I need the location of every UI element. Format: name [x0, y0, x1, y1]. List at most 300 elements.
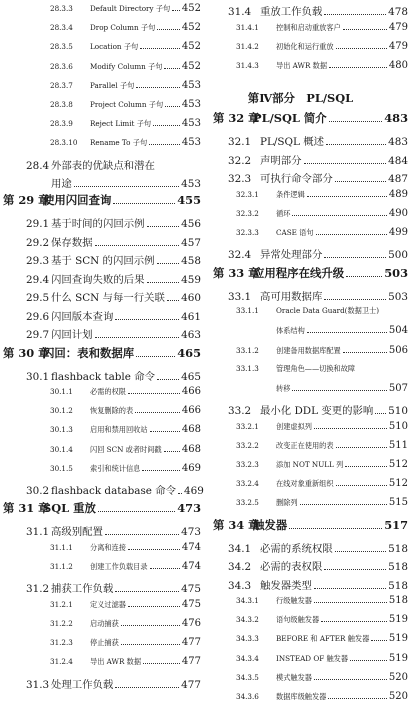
toc-entry	[3, 3, 201, 22]
toc-entry	[213, 3, 408, 22]
toc-entry-page: 452	[181, 60, 201, 72]
dot-leader	[336, 48, 387, 49]
toc-entry	[3, 542, 201, 561]
toc-entry	[3, 424, 201, 443]
dot-leader	[143, 663, 180, 664]
toc-entry-title: 导出 AWR 数据	[276, 60, 328, 70]
dot-leader	[115, 319, 179, 320]
chapter-entry	[213, 517, 408, 540]
toc-entry-title: Parallel 子句	[90, 80, 135, 90]
toc-entry	[213, 133, 408, 152]
dot-leader	[289, 528, 382, 529]
toc-entry-page: 465	[181, 370, 201, 383]
toc-entry-number: 第 34 章	[213, 517, 260, 532]
toc-entry-page: 457	[181, 236, 201, 249]
part-heading	[213, 85, 408, 110]
toc-entry-page: 519	[388, 614, 408, 626]
toc-entry-title: 基于 SCN 的闪回示例	[51, 255, 155, 267]
chapter-entry	[3, 192, 201, 215]
toc-entry-number: 28.3.10	[50, 138, 78, 148]
toc-entry-number: 29.3	[26, 255, 50, 267]
toc-entry	[3, 618, 201, 637]
toc-entry-title: 处理工作负载	[51, 678, 114, 691]
toc-entry	[3, 137, 201, 156]
toc-entry-number: 33.2.4	[236, 479, 259, 489]
toc-entry-number: 32.4	[228, 249, 252, 262]
toc-entry-title: Project Column 子句	[90, 99, 164, 109]
toc-entry-page: 478	[388, 6, 408, 18]
dot-leader	[307, 196, 387, 197]
toc-entry-number: 34.3.2	[236, 615, 259, 625]
toc-entry-title: 保存数据	[51, 236, 93, 249]
toc-entry-title: 启动捕获	[90, 619, 119, 628]
toc-entry	[3, 599, 201, 618]
toc-entry-number: 33.2.2	[236, 440, 259, 450]
toc-entry-title: 闪回：表和数据库	[43, 345, 135, 360]
toc-entry-page: 458	[181, 255, 201, 267]
toc-entry-title: 创建备用数据库配置	[276, 345, 341, 355]
toc-entry-number: 第 30 章	[3, 345, 50, 360]
toc-entry-page: 518	[388, 542, 408, 555]
dot-leader	[350, 660, 387, 661]
toc-entry-number: 34.3.6	[236, 691, 259, 701]
toc-entry-title: 管理角色——切换和故障	[276, 363, 356, 373]
toc-entry-title: 转移	[276, 383, 291, 393]
toc-entry-page: 477	[181, 656, 201, 668]
toc-entry-page: 452	[181, 3, 201, 14]
toc-entry	[3, 308, 201, 327]
toc-entry-number: 32.2	[228, 154, 252, 167]
dot-leader	[307, 332, 387, 333]
toc-entry-number: 28.3.4	[50, 23, 73, 33]
toc-entry-page: 473	[181, 526, 201, 539]
dot-leader	[172, 10, 180, 11]
toc-entry-page: 474	[181, 561, 201, 573]
toc-entry	[213, 577, 408, 596]
toc-entry	[213, 246, 408, 265]
dot-leader	[292, 390, 387, 391]
toc-entry	[3, 523, 201, 542]
dot-leader	[113, 203, 175, 204]
toc-entry	[3, 561, 201, 580]
toc-entry-number: 31.3	[26, 678, 50, 691]
toc-entry-title: 可执行命令部分	[260, 173, 333, 186]
toc-entry-title: 模式触发器	[276, 672, 312, 682]
toc-entry	[3, 656, 201, 675]
toc-entry-title: 基于时间的闪回示例	[51, 218, 145, 230]
toc-entry-number: 30.2	[26, 484, 50, 497]
toc-entry-page: 469	[184, 484, 204, 497]
toc-entry-page: 489	[388, 188, 408, 200]
toc-entry-number: 第 31 章	[3, 501, 50, 516]
toc-entry-title: 外部表的优缺点和潜在	[51, 159, 155, 172]
toc-entry	[213, 152, 408, 171]
toc-entry-page: 468	[181, 443, 201, 455]
toc-entry-title: 声明部分	[260, 154, 302, 167]
toc-entry-title: 分离和连接	[90, 542, 126, 552]
toc-entry-title: 最小化 DDL 变更的影响	[260, 405, 374, 418]
toc-entry-page: 500	[388, 249, 408, 262]
toc-entry	[213, 227, 408, 246]
toc-entry-title: CASE 语句	[276, 227, 314, 237]
toc-entry-title: Rename To 子句	[90, 138, 148, 148]
toc-entry-page: 517	[384, 517, 408, 532]
toc-entry	[213, 170, 408, 189]
toc-entry	[3, 405, 201, 424]
dot-leader	[304, 163, 387, 164]
toc-entry-page: 510	[388, 420, 408, 432]
toc-entry-page: 455	[177, 193, 201, 207]
dot-leader	[74, 186, 179, 187]
toc-entry-page: 510	[388, 405, 408, 418]
toc-entry-number: 29.5	[26, 292, 50, 304]
toc-entry-number: 28.3.6	[50, 61, 73, 71]
toc-entry-number: 34.1	[228, 542, 252, 555]
dot-leader	[150, 431, 180, 432]
dot-leader	[314, 428, 387, 429]
toc-entry-page: 474	[181, 541, 201, 553]
toc-entry-number: 第 29 章	[3, 193, 50, 207]
toc-entry-page: 506	[388, 344, 408, 356]
dot-leader	[343, 29, 387, 30]
toc-entry	[213, 653, 408, 672]
toc-entry-number: 28.3.5	[50, 42, 73, 52]
dot-leader	[147, 226, 180, 227]
dot-leader	[326, 144, 386, 145]
toc-entry	[213, 497, 408, 516]
dot-leader	[335, 551, 386, 552]
dot-leader	[336, 447, 387, 448]
toc-entry	[3, 289, 201, 308]
toc-entry-number: 33.1	[228, 290, 252, 303]
toc-entry	[213, 558, 408, 577]
toc-entry-number: 30.1.3	[50, 425, 73, 435]
toc-entry-title: Drop Column 子句	[90, 23, 156, 33]
dot-leader	[121, 625, 180, 626]
toc-entry	[213, 421, 408, 440]
toc-entry	[3, 386, 201, 405]
dot-leader	[345, 466, 387, 467]
toc-entry	[213, 345, 408, 364]
toc-entry-number: 29.1	[26, 218, 50, 230]
chapter-entry	[213, 110, 408, 133]
toc-entry-number: 31.4.2	[236, 41, 259, 51]
dot-leader	[147, 282, 180, 283]
toc-entry	[3, 61, 201, 80]
toc-entry-number: 32.1	[228, 136, 252, 149]
toc-entry-page: 452	[181, 22, 201, 34]
toc-entry	[3, 482, 204, 501]
toc-entry-number: 31.2.4	[50, 657, 73, 667]
toc-entry-title: 高级别配置	[51, 526, 103, 539]
toc-entry-title: 恢复删除的表	[90, 406, 134, 416]
toc-entry	[3, 118, 201, 137]
dot-leader	[157, 263, 180, 264]
dot-leader	[136, 87, 180, 88]
toc-entry-page: 468	[181, 424, 201, 436]
toc-entry-number: 31.4.1	[236, 22, 259, 32]
toc-entry-page: 453	[181, 137, 201, 149]
toc-entry-number: 34.3.5	[236, 672, 259, 682]
toc-entry-page: 479	[388, 21, 408, 33]
toc-entry-title: 高可用数据库	[260, 290, 323, 303]
toc-entry-title: 应用程序在线升级	[253, 265, 345, 280]
dot-leader	[150, 568, 180, 569]
toc-entry-page: 473	[177, 501, 201, 516]
toc-entry-page: 483	[388, 136, 408, 149]
toc-entry-title: 导出 AWR 数据	[90, 657, 142, 667]
toc-entry-title: 改变正在使用的表	[276, 440, 334, 450]
toc-entry	[3, 637, 201, 656]
toc-entry-page: 463	[181, 329, 201, 341]
toc-entry-title: 什么 SCN 与每一行关联	[51, 292, 165, 304]
toc-entry-number: 31.4	[228, 6, 252, 18]
dot-leader	[178, 493, 182, 494]
toc-entry-title: 删除列	[276, 498, 298, 508]
toc-entry-title: 用途	[51, 178, 72, 190]
toc-entry-number: 28.4	[26, 159, 50, 172]
toc-entry-title: SQL 重放	[43, 501, 96, 516]
toc-entry-number: 30.1.5	[50, 463, 73, 473]
dot-leader	[346, 276, 382, 277]
toc-entry-page: 487	[388, 173, 408, 186]
toc-entry-title: 添加 NOT NULL 列	[276, 459, 344, 469]
toc-entry-title: 触发器	[253, 517, 288, 532]
dot-leader	[324, 569, 386, 570]
toc-entry-title: 体系结构	[276, 326, 305, 336]
toc-entry-page: 515	[388, 497, 408, 509]
toc-entry-number: 31.1.1	[50, 542, 73, 552]
toc-entry-number: 30.1	[26, 370, 50, 383]
dot-leader	[335, 181, 386, 182]
dot-leader	[153, 125, 180, 126]
toc-entry	[213, 306, 408, 325]
toc-entry-title: 创建工作负载目录	[90, 562, 148, 572]
toc-entry-title: 在线对象重新组织	[276, 479, 334, 489]
toc-entry-page: 479	[388, 40, 408, 52]
toc-entry-number: 28.3.9	[50, 119, 73, 129]
dot-leader	[105, 534, 179, 535]
toc-entry	[3, 580, 201, 599]
toc-entry-number: 33.1.3	[236, 363, 259, 373]
toc-entry-page: 520	[388, 671, 408, 683]
toc-entry-title: 创建虚拟列	[276, 421, 312, 431]
toc-entry	[213, 364, 408, 383]
toc-entry-page: 519	[388, 652, 408, 664]
toc-entry-number: 33.2.3	[236, 459, 259, 469]
toc-entry-page: 507	[388, 382, 408, 394]
toc-entry-title: Location 子句	[90, 42, 139, 52]
toc-entry-title: 数据库级触发器	[276, 691, 327, 701]
toc-entry-number: 第 32 章	[213, 111, 260, 126]
toc-entry-page: 456	[181, 218, 201, 230]
toc-entry	[3, 676, 201, 695]
toc-entry-page: 477	[181, 637, 201, 649]
toc-entry-title: 异常处理部分	[260, 249, 323, 262]
toc-entry-title: Reject Limit 子句	[90, 119, 152, 129]
toc-entry-title: 控制和启动重放客户	[276, 22, 341, 32]
toc-entry-page: 475	[181, 583, 201, 596]
toc-entry-page: 484	[388, 154, 408, 167]
toc-entry	[3, 234, 201, 253]
toc-entry-number: 33.2.1	[236, 421, 259, 431]
toc-entry-page: 520	[388, 690, 408, 702]
toc-entry-number: 34.3.3	[236, 634, 259, 644]
toc-entry	[3, 368, 201, 387]
toc-entry	[213, 672, 408, 691]
dot-leader	[115, 591, 179, 592]
toc-entry	[3, 271, 201, 290]
toc-entry	[213, 189, 408, 208]
toc-entry-number: 30.1.1	[50, 387, 73, 396]
toc-entry-title: 定义过滤器	[90, 599, 126, 609]
dot-leader	[336, 485, 387, 486]
toc-entry-number: 34.2	[228, 561, 252, 573]
toc-entry-title: 使用闪回查询	[43, 193, 112, 207]
toc-entry-title: 条件逻辑	[276, 189, 305, 199]
toc-entry-title: 初始化和运行重放	[276, 41, 334, 51]
toc-entry-page: 490	[388, 207, 408, 219]
toc-entry-number: 29.7	[26, 329, 50, 341]
toc-entry	[3, 175, 201, 192]
toc-entry-page: 461	[181, 310, 201, 323]
toc-entry-title: 捕获工作负载	[51, 583, 114, 596]
toc-entry-page: 453	[181, 118, 201, 130]
toc-entry-title: 必需的系统权限	[260, 542, 333, 555]
toc-entry-title: 循环	[276, 208, 291, 218]
toc-entry-page: 452	[181, 41, 201, 53]
toc-entry-page: 499	[388, 226, 408, 238]
toc-entry-title: 索引和统计信息	[90, 463, 141, 473]
toc-entry-page: 466	[181, 405, 201, 417]
toc-entry-number: 31.2.1	[50, 599, 73, 609]
dot-leader	[343, 352, 387, 353]
toc-entry-page: 453	[181, 98, 201, 110]
toc-entry-page: 465	[177, 345, 201, 360]
toc-entry-page: 518	[388, 561, 408, 573]
toc-entry-page: 512	[388, 458, 408, 470]
toc-entry-number: 29.2	[26, 236, 50, 249]
toc-entry	[3, 41, 201, 60]
toc-entry-title: 停止捕获	[90, 638, 119, 648]
toc-entry-number: 30.1.4	[50, 444, 73, 454]
dot-leader	[157, 379, 179, 380]
chapter-entry	[213, 265, 408, 288]
toc-entry-number: 31.2.3	[50, 638, 73, 648]
toc-entry-title: 闪回查询失败的后果	[51, 273, 145, 286]
toc-entry-page: 476	[181, 618, 201, 629]
toc-entry	[213, 459, 408, 478]
dot-leader	[128, 549, 180, 550]
toc-entry-title: Default Directory 子句	[90, 4, 171, 13]
toc-entry-title: PL/SQL 概述	[260, 136, 325, 149]
toc-entry-page: 503	[388, 290, 408, 303]
toc-entry-number: 34.3.4	[236, 653, 259, 663]
dot-leader	[314, 602, 387, 603]
toc-entry	[213, 325, 408, 344]
toc-entry-page: 453	[181, 178, 201, 190]
dot-leader	[324, 257, 386, 258]
chapter-entry	[3, 345, 201, 368]
toc-entry	[213, 478, 408, 497]
dot-leader	[292, 215, 387, 216]
dot-leader	[140, 48, 180, 49]
dot-leader	[128, 393, 180, 394]
toc-entry-number: 32.3.2	[236, 208, 259, 218]
dot-leader	[321, 621, 387, 622]
toc-entry	[3, 157, 201, 176]
dot-leader	[95, 245, 180, 246]
toc-entry-number: 28.3.8	[50, 99, 73, 109]
dot-leader	[136, 356, 175, 357]
toc-entry-number: 34.3.1	[236, 596, 259, 605]
dot-leader	[167, 300, 179, 301]
toc-entry	[213, 402, 408, 421]
toc-entry-page: 504	[388, 325, 408, 337]
toc-entry-number: 第 33 章	[213, 265, 260, 280]
toc-entry	[213, 614, 408, 633]
toc-entry-number: 33.1.1	[236, 306, 259, 316]
dot-leader	[121, 644, 180, 645]
toc-entry-number: 31.2	[26, 583, 50, 596]
dot-leader	[95, 337, 180, 338]
dot-leader	[328, 698, 387, 699]
dot-leader	[115, 687, 179, 688]
toc-entry-number: 31.2.2	[50, 619, 73, 628]
toc-entry	[3, 326, 201, 345]
toc-entry-page: 512	[388, 478, 408, 490]
toc-entry	[3, 22, 201, 41]
toc-entry-title: INSTEAD OF 触发器	[276, 653, 349, 663]
toc-entry	[213, 22, 408, 41]
toc-entry-page: 480	[388, 59, 408, 71]
chapter-entry	[3, 500, 201, 523]
toc-entry-title: 必需的权限	[90, 387, 126, 396]
dot-leader	[314, 588, 386, 589]
part-title: 第Ⅳ部分 PL/SQL	[247, 90, 354, 105]
toc-left-column	[3, 3, 204, 694]
dot-leader	[164, 451, 180, 452]
dot-leader	[142, 470, 180, 471]
toc-entry-title: Oracle Data Guard(数据卫士)	[276, 306, 380, 316]
toc-entry-title: 重放工作负载	[260, 6, 323, 18]
toc-entry-number: 33.2.5	[236, 498, 259, 508]
toc-entry-page: 477	[181, 678, 201, 691]
toc-entry-title: 闪回版本查询	[51, 310, 114, 323]
dot-leader	[300, 504, 387, 505]
dot-leader	[157, 29, 180, 30]
toc-entry-number: 31.1	[26, 526, 50, 539]
dot-leader	[324, 299, 386, 300]
toc-entry	[213, 440, 408, 459]
toc-entry-number: 31.1.2	[50, 562, 73, 572]
toc-entry	[213, 540, 408, 559]
toc-entry	[3, 99, 201, 118]
toc-entry-title: 触发器类型	[260, 579, 312, 592]
toc-entry-page: 460	[181, 292, 201, 304]
dot-leader	[135, 412, 180, 413]
toc-entry-number: 28.3.3	[50, 4, 73, 13]
toc-entry-title: 必需的表权限	[260, 561, 323, 573]
dot-leader	[164, 68, 179, 69]
toc-entry-title: flashback table 命令	[51, 370, 155, 383]
toc-entry	[213, 60, 408, 79]
toc-entry-title: Modify Column 子句	[90, 61, 163, 71]
toc-entry	[213, 691, 408, 710]
toc-entry-number: 34.3	[228, 579, 252, 592]
toc-entry-page: 453	[181, 79, 201, 91]
toc-entry-number: 33.1.2	[236, 345, 259, 355]
